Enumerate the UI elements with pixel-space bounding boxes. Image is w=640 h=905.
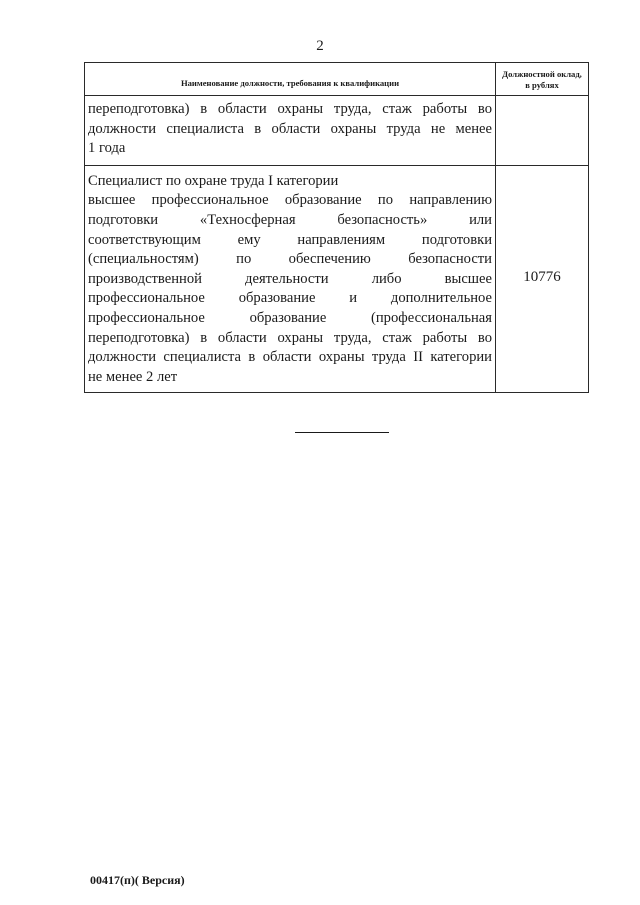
header-position-cell	[85, 63, 496, 96]
text-line: (специальностям) по обеспечению безопасности	[88, 251, 492, 268]
qualification-table	[84, 62, 589, 393]
header-position-label: Наименование должности, требования к квалификации	[180, 78, 400, 88]
requirements-text	[85, 96, 495, 165]
text-line: соответствующим ему направлениям подготовки	[88, 231, 492, 248]
text-line: профессиональное образование и дополнительное	[88, 290, 492, 307]
header-salary-label-line2: в рублях	[525, 80, 559, 90]
requirements-cell	[85, 165, 496, 393]
text-line: должности специалиста в области охраны труда II категории	[88, 349, 492, 366]
text-line: должности специалиста в области охраны труда не менее	[88, 120, 492, 137]
end-separator-line	[295, 432, 389, 433]
salary-cell	[496, 165, 589, 393]
header-salary-label-line1: Должностной оклад,	[502, 69, 582, 79]
text-line: высшее профессиональное образование по направлению	[88, 192, 492, 209]
text-line: подготовки «Техносферная безопасность» или	[88, 211, 492, 228]
salary-value: 10776	[523, 268, 561, 285]
position-title: Специалист по охране труда I категории	[88, 172, 339, 189]
table-header-row	[85, 63, 589, 96]
header-salary-cell	[496, 63, 589, 96]
text-line: профессиональное образование (профессиональная	[88, 309, 492, 326]
table-row	[85, 165, 589, 393]
requirements-cell	[85, 96, 496, 166]
text-line: производственной деятельности либо высшее	[88, 270, 492, 287]
text-line: переподготовка) в области охраны труда, стаж работы во	[88, 101, 492, 117]
text-line: 1 года	[88, 140, 126, 157]
salary-cell	[496, 96, 589, 166]
header-salary-label	[496, 63, 588, 91]
page-number: 2	[316, 38, 324, 54]
document-code: 00417(п)( Версия)	[90, 873, 185, 887]
text-line: переподготовка) в области охраны труда, стаж работы во	[88, 329, 492, 346]
table-row	[85, 96, 589, 166]
text-line: не менее 2 лет	[88, 368, 178, 385]
requirements-text	[85, 166, 495, 393]
